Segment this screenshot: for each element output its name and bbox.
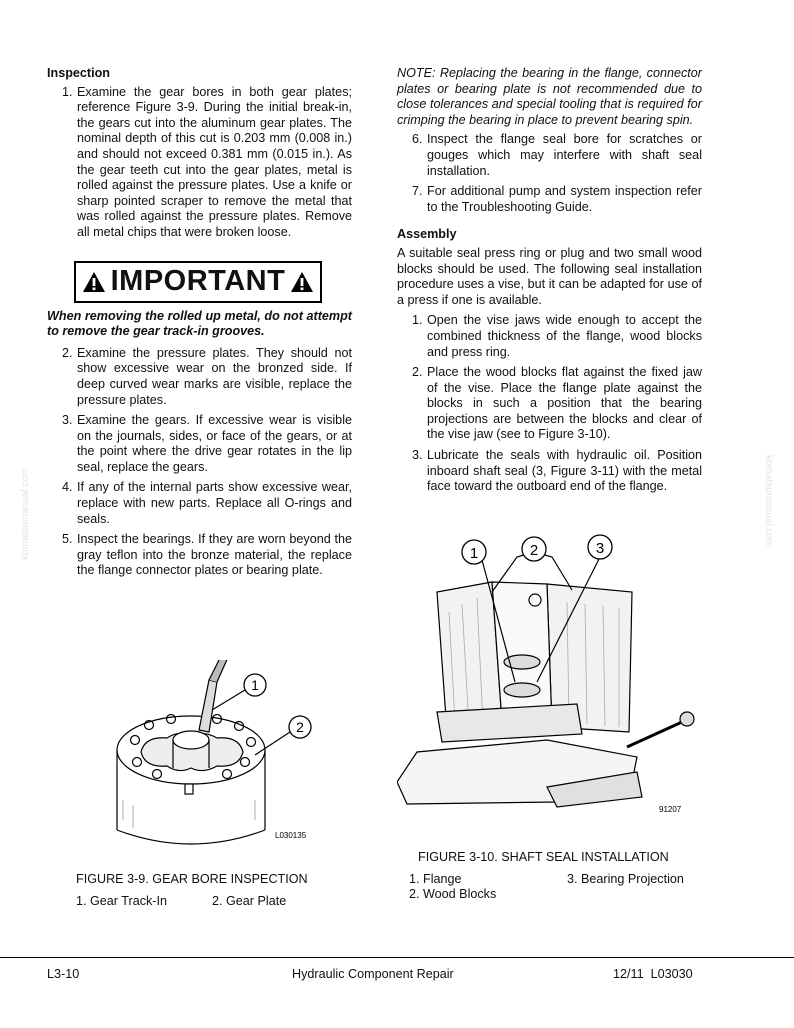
callout-2 xyxy=(522,537,546,561)
item-text: Open the vise jaws wide enough to accept the combined thickness of the flange, wood blocks and press ring. xyxy=(427,313,702,359)
inspection-list-part3 xyxy=(397,132,702,215)
footer-rule xyxy=(0,957,794,958)
list-item xyxy=(397,365,702,443)
watermark-left: komatsumanual.com xyxy=(20,467,31,560)
figure-3-9-legend-1: 1. Gear Track-In xyxy=(76,894,167,908)
assembly-intro: A suitable seal press ring or plug and two small wood blocks should be used. The following seal installation procedure uses a vise, but it can be adapted for use of a press if one is available. xyxy=(397,245,702,307)
item-number: 3. xyxy=(62,413,73,428)
item-number: 2. xyxy=(412,365,423,380)
item-number: 1. xyxy=(412,313,423,328)
warning-triangle-icon xyxy=(290,271,314,293)
list-item xyxy=(47,346,352,408)
callout-label: 3 xyxy=(595,540,605,557)
footer-date-code: 12/11 L03030 xyxy=(613,967,693,981)
important-label: IMPORTANT xyxy=(110,265,286,298)
figure-code: L030135 xyxy=(275,831,307,840)
item-text: Examine the pressure plates. They should not show excessive wear on the bronzed side. If deep curved wear marks are visible, replace the pressure plates. xyxy=(77,345,352,407)
inspection-list-part1 xyxy=(47,85,352,241)
list-item xyxy=(47,532,352,579)
list-item xyxy=(47,413,352,475)
item-text: Place the wood blocks flat against the fixed jaw of the vise. Place the flange plate against the blocks in such a position that the bearing projections are between the blocks and clear of the vise jaw (see to Figure 3-10). xyxy=(427,365,702,442)
figure-3-10-legend-1: 1. Flange xyxy=(409,872,462,886)
item-text: For additional pump and system inspection refer to the Troubleshooting Guide. xyxy=(427,184,702,214)
list-item xyxy=(397,313,702,360)
figure-3-10-legend-2: 2. Wood Blocks xyxy=(409,887,497,901)
figure-3-10-illustration xyxy=(397,532,707,822)
figure-code: 91207 xyxy=(659,805,682,814)
list-item xyxy=(397,132,702,179)
important-message: When removing the rolled up metal, do not attempt to remove the gear track-in grooves. xyxy=(47,308,352,339)
item-number: 4. xyxy=(62,480,73,495)
callout-1 xyxy=(462,540,486,564)
important-banner xyxy=(74,261,322,303)
callout-3 xyxy=(588,535,612,559)
callout-2 xyxy=(289,716,311,738)
item-number: 7. xyxy=(412,184,423,199)
inspection-heading: Inspection xyxy=(47,66,110,80)
item-text: Examine the gear bores in both gear plates; reference Figure 3-9. During the initial break-in, the gears cut into the aluminum gear plates. The nominal depth of this cut is 0.203 mm (0.008 in.) and should not exceed 0.381 mm (0.015 in.). As the gear teeth cut into the gear plates, metal is rolled against the pressure plates. Use a knife or sharp pointed scraper to remove the metal that was rolled against the pressure plates. Remove all metal chips that were broken loose. xyxy=(77,84,352,239)
callout-label: 2 xyxy=(529,542,539,559)
item-text: Lubricate the seals with hydraulic oil. Position inboard shaft seal (3, Figure 3-11) with the metal face toward the outboard end of the flange. xyxy=(427,448,702,494)
callout-label: 2 xyxy=(296,719,304,735)
item-number: 2. xyxy=(62,345,73,360)
callout-label: 1 xyxy=(251,677,259,693)
list-item xyxy=(397,184,702,215)
item-text: Examine the gears. If excessive wear is visible on the journals, sides, or face of the gears, or at the point where the drive gear rotates in the lip seal, replace the gears. xyxy=(77,413,352,474)
right-column xyxy=(397,66,702,500)
inspection-list-part2 xyxy=(47,346,352,579)
list-item xyxy=(47,85,352,241)
figure-3-9-legend-2: 2. Gear Plate xyxy=(212,894,287,908)
item-text: Inspect the bearings. If they are worn beyond the gray teflon into the bronze material, the replace the flange connector plates or bearing plate. xyxy=(77,532,352,578)
note-text: NOTE: Replacing the bearing in the flange, connector plates or bearing plate is not recommended due to close tolerances and special tooling that is required for crimping the bearing in place to prevent bearing spin. xyxy=(397,66,702,127)
item-number: 1. xyxy=(62,84,73,99)
callout-label: 1 xyxy=(469,545,479,562)
item-text: Inspect the flange seal bore for scratches or gouges which may interfere with shaft seal installation. xyxy=(427,132,702,178)
item-number: 3. xyxy=(412,448,423,463)
assembly-heading: Assembly xyxy=(397,227,457,242)
footer-section-title: Hydraulic Component Repair xyxy=(292,967,454,981)
item-number: 6. xyxy=(412,132,423,147)
list-item xyxy=(397,448,702,495)
watermark-right: komatsumanual.com xyxy=(763,455,774,548)
figure-3-10-caption: FIGURE 3-10. SHAFT SEAL INSTALLATION xyxy=(418,850,669,864)
figure-3-9-illustration xyxy=(105,660,320,845)
page-number: L3-10 xyxy=(47,967,80,981)
left-column xyxy=(47,66,352,584)
figure-3-10-legend-3: 3. Bearing Projection xyxy=(567,872,684,886)
item-text: If any of the internal parts show excessive wear, replace with new parts. Replace all O-rings and seals. xyxy=(77,480,352,526)
figure-3-9-caption: FIGURE 3-9. GEAR BORE INSPECTION xyxy=(76,872,308,886)
item-number: 5. xyxy=(62,532,73,547)
list-item xyxy=(47,480,352,527)
callout-1 xyxy=(244,674,266,696)
warning-triangle-icon xyxy=(82,271,106,293)
assembly-list xyxy=(397,313,702,495)
